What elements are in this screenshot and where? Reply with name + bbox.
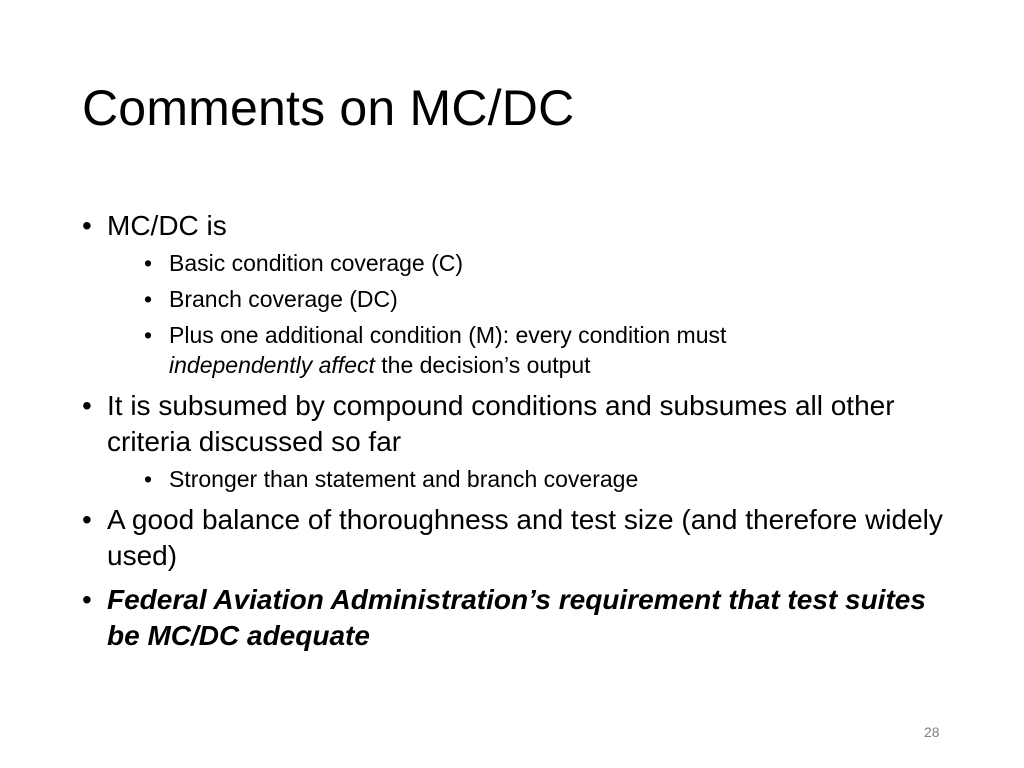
bullet-text: It is subsumed by compound conditions and subsumes all other criteria discussed so far bbox=[107, 390, 895, 457]
bullet-icon: • bbox=[144, 322, 153, 348]
sub-bullet-item bbox=[144, 284, 952, 314]
bullet-icon: • bbox=[82, 210, 92, 241]
bullet-item bbox=[82, 502, 952, 574]
bullet-list bbox=[82, 208, 952, 654]
bullet-icon: • bbox=[144, 250, 153, 276]
bullet-text: MC/DC is bbox=[107, 210, 227, 241]
sub-bullet-item bbox=[144, 464, 952, 494]
sub-bullet-text: Branch coverage (DC) bbox=[169, 286, 398, 312]
bullet-icon: • bbox=[82, 504, 92, 535]
slide-title: Comments on MC/DC bbox=[82, 80, 575, 136]
bullet-icon: • bbox=[144, 286, 153, 312]
sub-bullet-text: Stronger than statement and branch coverage bbox=[169, 466, 639, 492]
sub-bullet-item bbox=[144, 248, 952, 278]
sub-bullet-italic-text: independently affect bbox=[169, 352, 375, 378]
sub-bullet-text: Plus one additional condition (M): every condition must bbox=[169, 322, 727, 348]
bullet-icon: • bbox=[144, 466, 153, 492]
bullet-text-emphasis: Federal Aviation Administration’s requirement that test suites be MC/DC adequate bbox=[107, 584, 926, 651]
bullet-icon: • bbox=[82, 390, 92, 421]
bullet-item bbox=[82, 582, 952, 654]
slide-number: 28 bbox=[924, 724, 940, 740]
sub-bullet-text-end: the decision’s output bbox=[374, 352, 591, 378]
sub-bullet-item bbox=[144, 320, 952, 380]
bullet-item bbox=[82, 208, 952, 380]
sub-bullet-list bbox=[107, 248, 952, 380]
bullet-icon: • bbox=[82, 584, 92, 615]
sub-bullet-list bbox=[107, 464, 952, 494]
bullet-text: A good balance of thoroughness and test size (and therefore widely used) bbox=[107, 504, 943, 571]
bullet-item bbox=[82, 388, 952, 494]
slide-content bbox=[82, 208, 952, 662]
sub-bullet-text: Basic condition coverage (C) bbox=[169, 250, 464, 276]
